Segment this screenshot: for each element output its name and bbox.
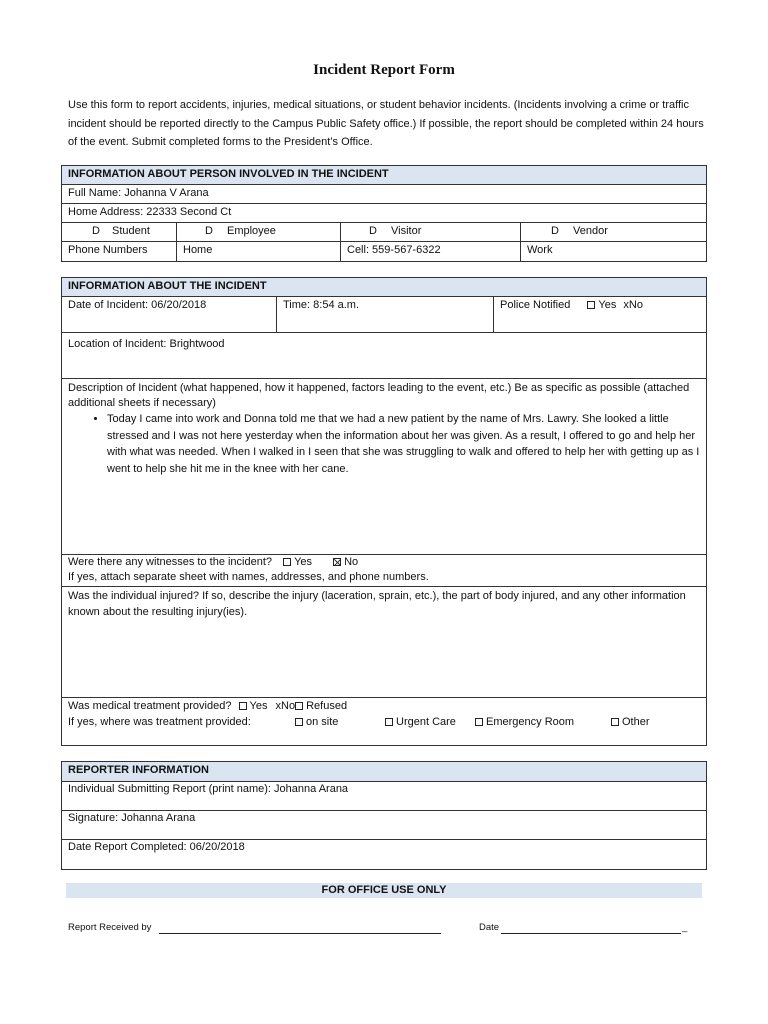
witnesses-yes-label: Yes xyxy=(294,556,313,568)
checked-box-icon[interactable] xyxy=(333,558,341,566)
treatment-refused-label: Refused xyxy=(306,700,348,712)
incident-section xyxy=(61,277,707,746)
type-student[interactable] xyxy=(62,223,176,241)
treatment-no-option[interactable]: xNo xyxy=(275,700,296,712)
police-yes-label: Yes xyxy=(598,299,617,311)
office-date-label: Date xyxy=(479,922,500,933)
where-urgent-care-option[interactable] xyxy=(385,716,456,728)
injury-row xyxy=(62,586,706,697)
checkbox-icon[interactable] xyxy=(611,718,619,726)
location-row xyxy=(62,332,706,378)
home-address-row xyxy=(62,203,706,222)
checkbox-icon[interactable] xyxy=(385,718,393,726)
date-completed-field[interactable]: Date Report Completed: 06/20/2018 xyxy=(68,841,245,853)
phone-row xyxy=(62,241,706,261)
witnesses-yes-option[interactable] xyxy=(283,556,312,568)
signature-row xyxy=(62,810,706,839)
incident-time-field[interactable]: Time: 8:54 a.m. xyxy=(276,297,493,332)
where-other-option[interactable] xyxy=(611,716,650,728)
office-date-tail: _ xyxy=(682,922,688,933)
reporter-name-field[interactable]: Individual Submitting Report (print name): Johanna Arana xyxy=(68,783,349,795)
checkbox-icon[interactable] xyxy=(239,702,247,710)
where-onsite-option[interactable] xyxy=(295,716,338,728)
treatment-yes-option[interactable] xyxy=(239,700,268,712)
witnesses-no-option[interactable] xyxy=(333,556,358,568)
page-title: Incident Report Form xyxy=(313,62,455,78)
treatment-question: Was medical treatment provided? xyxy=(68,700,232,712)
witnesses-note: If yes, attach separate sheet with names, addresses, and phone numbers. xyxy=(68,571,429,583)
checkbox-icon[interactable] xyxy=(295,702,303,710)
signature-field[interactable]: Signature: Johanna Arana xyxy=(68,812,196,824)
received-by-label: Report Received by xyxy=(68,922,152,933)
where-onsite-label: on site xyxy=(306,716,339,728)
reporter-section-header: REPORTER INFORMATION xyxy=(62,762,706,781)
type-employee[interactable] xyxy=(176,223,340,241)
full-name-row xyxy=(62,184,706,203)
phone-work-field[interactable]: Work xyxy=(520,242,706,261)
incident-section-header: INFORMATION ABOUT THE INCIDENT xyxy=(62,278,706,296)
office-date-line[interactable] xyxy=(501,933,681,934)
police-no-option[interactable]: xNo xyxy=(623,299,643,311)
employee-label: Employee xyxy=(227,225,276,237)
where-emergency-room-option[interactable] xyxy=(475,716,574,728)
where-question: If yes, where was treatment provided: xyxy=(68,716,251,728)
phone-cell-field[interactable]: Cell: 559-567-6322 xyxy=(340,242,520,261)
employee-mark: D xyxy=(205,225,213,237)
reporter-name-row xyxy=(62,781,706,810)
type-visitor[interactable] xyxy=(340,223,520,241)
visitor-mark: D xyxy=(369,225,377,237)
phone-home-field[interactable]: Home xyxy=(176,242,340,261)
received-by-line[interactable] xyxy=(159,933,441,934)
witnesses-no-label: No xyxy=(344,556,359,568)
checkbox-icon[interactable] xyxy=(283,558,291,566)
visitor-label: Visitor xyxy=(391,225,422,237)
where-urgent-care-label: Urgent Care xyxy=(396,716,456,728)
person-section xyxy=(61,165,707,262)
treatment-row xyxy=(62,697,706,745)
vendor-label: Vendor xyxy=(573,225,608,237)
treatment-yes-label: Yes xyxy=(249,700,268,712)
phone-label: Phone Numbers xyxy=(68,244,148,256)
type-vendor[interactable] xyxy=(520,223,706,241)
description-row xyxy=(62,378,706,554)
treatment-question-line xyxy=(68,700,347,712)
person-section-header: INFORMATION ABOUT PERSON INVOLVED IN THE INCIDENT xyxy=(62,166,706,184)
checkbox-icon[interactable] xyxy=(475,718,483,726)
witnesses-question-line xyxy=(68,556,358,568)
office-use-header: FOR OFFICE USE ONLY xyxy=(66,883,702,898)
police-yes-option[interactable] xyxy=(587,299,616,311)
checkbox-icon[interactable] xyxy=(587,301,595,309)
description-label: Description of Incident (what happened, how it happened, factors leading to the event, etc.) Be as specific as possible (attached additional sheets if necessary) xyxy=(68,382,690,409)
police-notified-label: Police Notified xyxy=(500,299,571,311)
description-list xyxy=(62,411,702,477)
witnesses-row xyxy=(62,554,706,586)
description-text[interactable]: • Today I came into work and Donna told me that we had a new patient by the name of Mrs. Lawry. She looked a little stressed and I was not here yesterday when the information about her was given. As a result, I offered to go and help her with what was needed. When I walked in I seen that she was struggling to walk and offered to help her with getting up as I went to help she hit me in the knee with her cane. xyxy=(107,411,702,477)
reporter-section xyxy=(61,761,707,870)
where-other-label: Other xyxy=(622,716,650,728)
intro-text: Use this form to report accidents, injuries, medical situations, or student behavior incidents. (Incidents involving a crime or traffic incident should be reported directly to the Campus Public Safety office.) If possible, the report should be completed within 24 hours of the event. Submit completed forms to the President’s Office. xyxy=(68,99,704,148)
student-mark: D xyxy=(92,225,100,237)
incident-date-field[interactable]: Date of Incident: 06/20/2018 xyxy=(68,299,207,311)
injury-question: Was the individual injured? If so, describe the injury (laceration, sprain, etc.), the part of body injured, and any other information known about the resulting injury(ies). xyxy=(68,590,686,618)
vendor-mark: D xyxy=(551,225,559,237)
where-emergency-room-label: Emergency Room xyxy=(486,716,575,728)
police-notified-cell xyxy=(493,297,706,332)
witnesses-question: Were there any witnesses to the incident? xyxy=(68,556,273,568)
full-name-field[interactable]: Full Name: Johanna V Arana xyxy=(68,187,209,199)
home-address-field[interactable]: Home Address: 22333 Second Ct xyxy=(68,206,232,218)
treatment-refused-option[interactable] xyxy=(295,700,347,712)
person-type-row xyxy=(62,222,706,241)
date-completed-row xyxy=(62,839,706,869)
incident-datetime-row xyxy=(62,296,706,332)
location-field[interactable]: Location of Incident: Brightwood xyxy=(68,338,225,350)
checkbox-icon[interactable] xyxy=(295,718,303,726)
student-label: Student xyxy=(112,225,150,237)
